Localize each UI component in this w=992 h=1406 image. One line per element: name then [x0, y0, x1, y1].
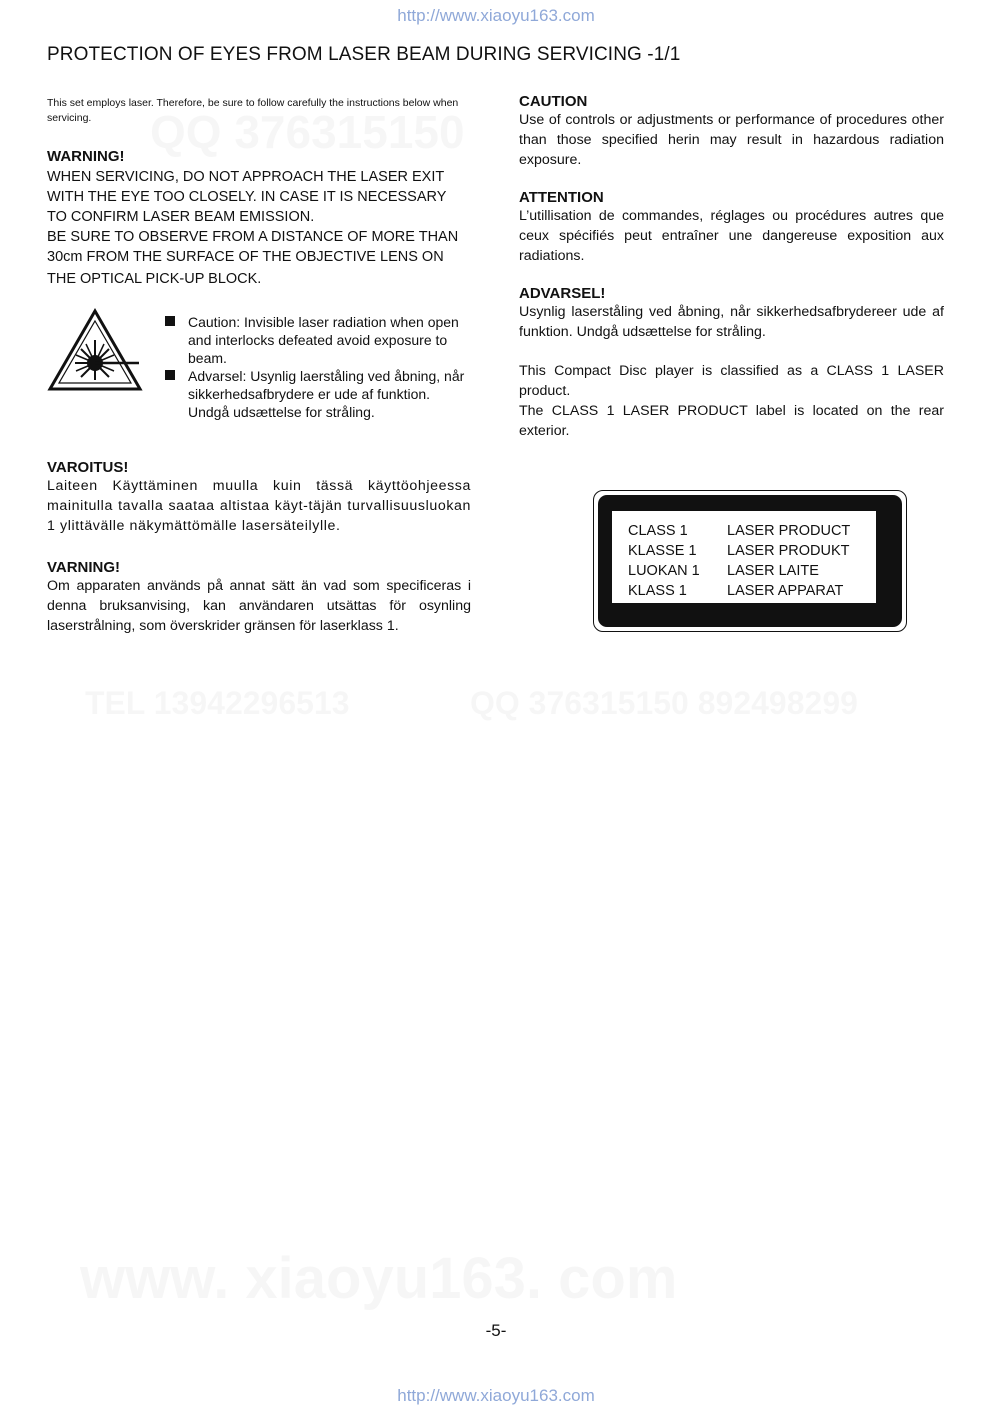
varoitus-heading: VAROITUS! [47, 459, 129, 476]
class-note-text: This Compact Disc player is classified as a CLASS 1 LASER product. [519, 363, 944, 399]
varning-heading: VARNING! [47, 559, 121, 576]
list-item [165, 313, 473, 367]
varoitus-text: Laiteen Käyttäminen muulla kuin tässä käyttöohjeessa mainitulla tavalla saataa altistaa käyt-täjän turvallisuusluokan 1 ylittävälle näkymättömälle lasersäteilylle. [47, 478, 471, 534]
page-title: PROTECTION OF EYES FROM LASER BEAM DURING SERVICING -1/1 [47, 44, 681, 65]
watermark [80, 1245, 677, 1312]
warning-line: BE SURE TO OBSERVE FROM A DISTANCE OF MORE THAN [47, 229, 459, 245]
page-number: -5- [485, 1321, 507, 1340]
header-url[interactable]: http://www.xiaoyu163.com [397, 6, 595, 25]
warning-line: TO CONFIRM LASER BEAM EMISSION. [47, 209, 315, 225]
watermark [85, 685, 350, 722]
warning-line: 30cm FROM THE SURFACE OF THE OBJECTIVE LENS ON [47, 249, 444, 265]
warning-text [47, 167, 471, 289]
attention-text: L’utillisation de commandes, réglages ou procédures autres que ceux spécifiés peut entraîner une dangereuse exposition aux radiations. [519, 208, 944, 264]
list-item [165, 367, 473, 421]
bullet-square-icon [165, 370, 175, 380]
bullet-text: Caution: Invisible laser radiation when open and interlocks defeated avoid exposure to beam. [188, 314, 459, 366]
attention-heading: ATTENTION [519, 189, 604, 206]
label-row: KLASSE 1 LASER PRODUKT [628, 543, 850, 559]
varning-text: Om apparaten används på annat sätt än vad som specificeras i denna bruksanvising, kan användaren utsättas för osynling laserstrålning, som överskrider gränsen för laserklass 1. [47, 578, 471, 634]
caution-bullet-list [165, 313, 473, 421]
warning-line: THE OPTICAL PICK-UP BLOCK. [47, 271, 262, 287]
watermark [470, 685, 858, 722]
warning-line: WITH THE EYE TOO CLOSELY. IN CASE IT IS NECESSARY [47, 189, 447, 205]
warning-line: WHEN SERVICING, DO NOT APPROACH THE LASER EXIT [47, 169, 445, 185]
laser-warning-block [47, 308, 471, 420]
varoitus-section [47, 459, 471, 536]
class1-laser-label [593, 490, 907, 632]
laser-hazard-icon [47, 308, 143, 392]
left-column [47, 96, 471, 289]
right-column [519, 93, 944, 441]
class-note-text: The CLASS 1 LASER PRODUCT label is located on the rear exterior. [519, 403, 944, 439]
intro-text: This set employs laser. Therefore, be sure to follow carefully the instructions below when servicing. [47, 97, 459, 124]
warning-heading: WARNING! [47, 148, 125, 165]
label-row: CLASS 1 LASER PRODUCT [628, 523, 851, 539]
caution-text: Use of controls or adjustments or performance of procedures other than those specified herin may result in hazardous radiation exposure. [519, 112, 944, 168]
label-row: LUOKAN 1 LASER LAITE [628, 563, 819, 579]
footer-url[interactable]: http://www.xiaoyu163.com [397, 1386, 595, 1405]
advarsel-text: Usynlig laserståling ved åbning, når sikkerhedsafbrydereer ude af funktion. Undgå udsættelse for stråling. [519, 304, 944, 340]
label-row: KLASS 1 LASER APPARAT [628, 583, 844, 599]
advarsel-heading: ADVARSEL! [519, 285, 606, 302]
bullet-text: Advarsel: Usynlig laerståling ved åbning, når sikkerhedsafbrydere er ude af funktion. Undgå udsættelse for stråling. [188, 368, 465, 420]
bullet-square-icon [165, 316, 175, 326]
varning-section [47, 559, 471, 636]
caution-heading: CAUTION [519, 93, 588, 110]
